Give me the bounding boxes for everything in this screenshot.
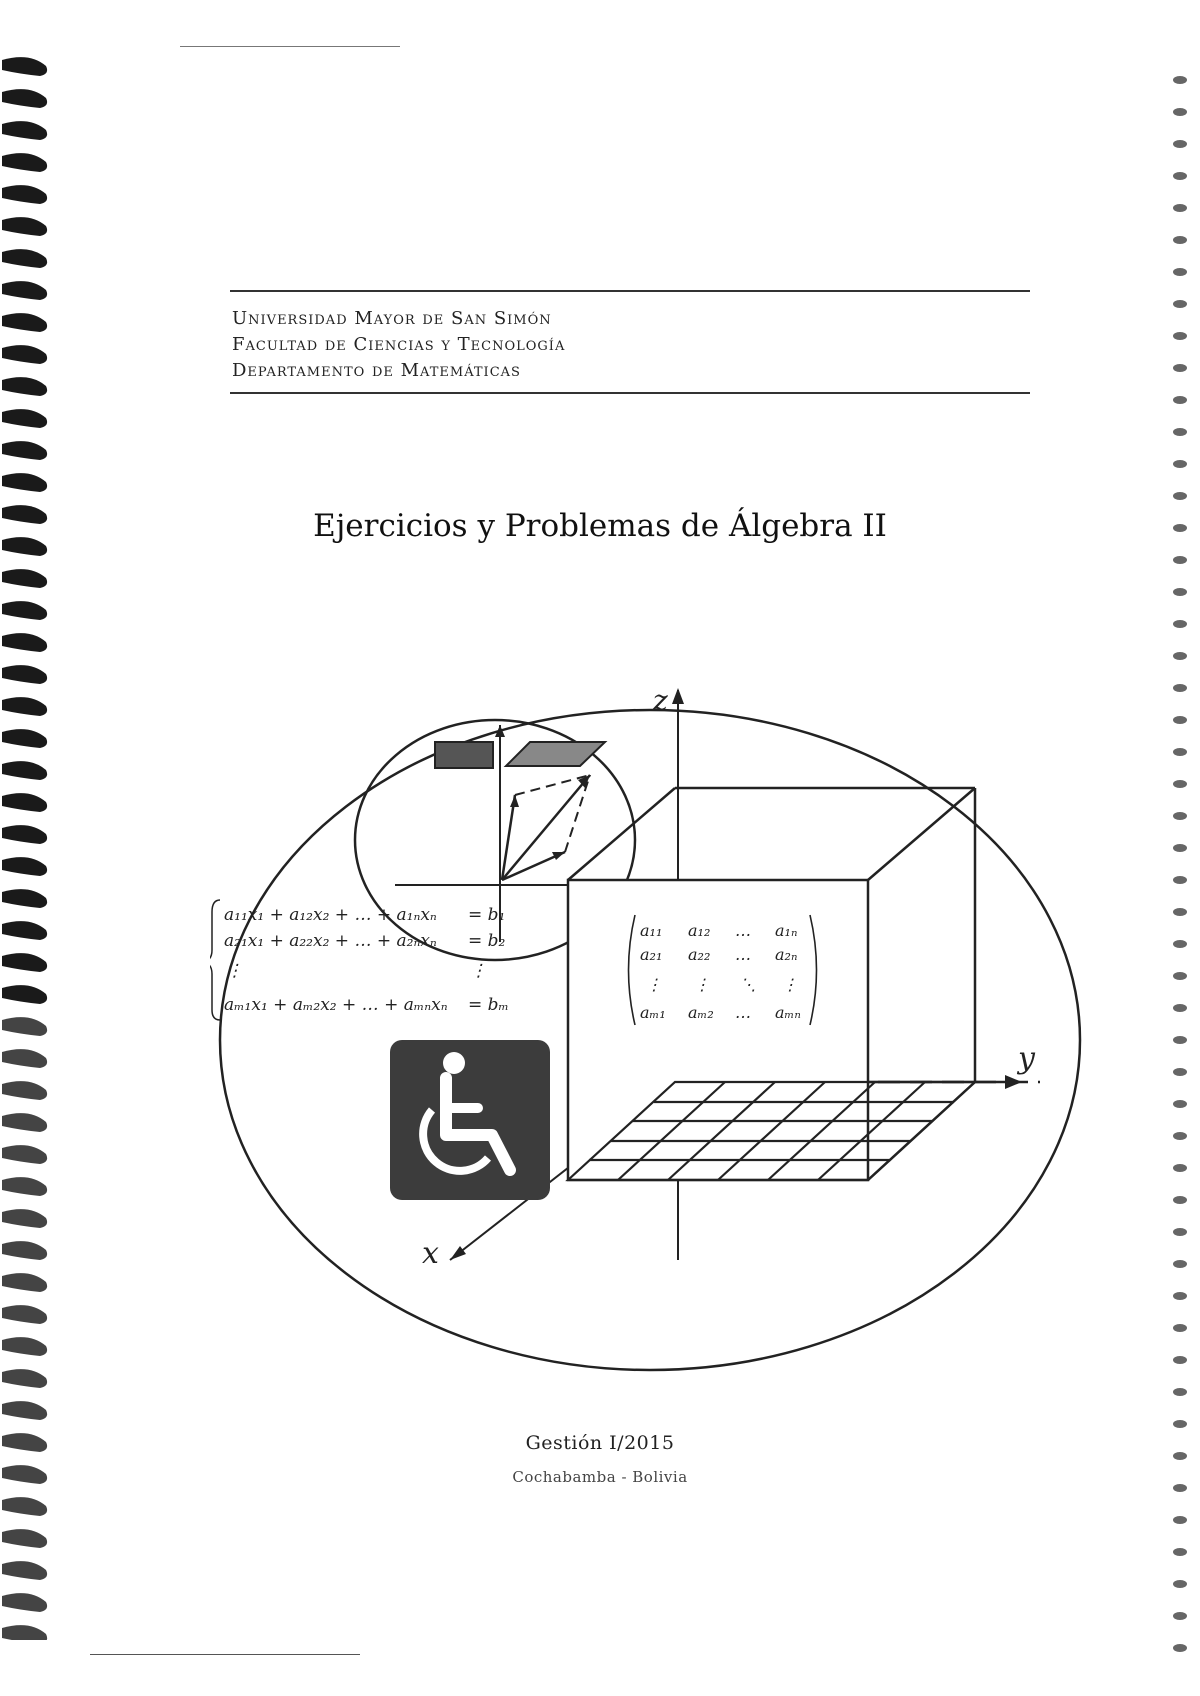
spiral-hole [1173, 652, 1187, 660]
spiral-hole [1173, 748, 1187, 756]
matrix-r1-c2: a₁₂ [688, 921, 711, 940]
matrix-r1-c1: a₁₁ [640, 921, 663, 940]
spiral-coil [2, 1145, 47, 1164]
spiral-hole [1173, 1356, 1187, 1364]
spiral-hole [1173, 1420, 1187, 1428]
bottom-edge [90, 1654, 360, 1655]
spiral-coil [2, 793, 47, 812]
system-row-4-rhs: = bₘ [468, 995, 509, 1015]
spiral-coil [2, 1113, 47, 1132]
system-row-2-rhs: = b₂ [468, 931, 506, 951]
spiral-coil [2, 1177, 47, 1196]
spiral-coil [2, 1241, 47, 1260]
spiral-coil [2, 1561, 47, 1580]
spiral-hole [1173, 1516, 1187, 1524]
spiral-hole [1173, 588, 1187, 596]
axis-x-label: x [422, 1236, 439, 1271]
spiral-hole [1173, 332, 1187, 340]
spiral-hole [1173, 364, 1187, 372]
axis-z-label: z [653, 684, 668, 717]
spiral-hole [1173, 492, 1187, 500]
spiral-coil [2, 185, 47, 204]
spiral-coil [2, 1273, 47, 1292]
spiral-hole [1173, 1260, 1187, 1268]
spiral-coil [2, 121, 47, 140]
spiral-binding-right [1160, 60, 1200, 1660]
system-row-2-lhs: a₂₁x₁ + a₂₂x₂ + … + a₂ₙxₙ [224, 931, 437, 951]
spiral-hole [1173, 1548, 1187, 1556]
spiral-hole [1173, 268, 1187, 276]
spiral-hole [1173, 716, 1187, 724]
spiral-hole [1173, 236, 1187, 244]
system-row-3-lhs: ⋮ [226, 961, 243, 981]
spiral-hole [1173, 428, 1187, 436]
spiral-hole [1173, 1228, 1187, 1236]
spiral-coil [2, 473, 47, 492]
spiral-hole [1173, 844, 1187, 852]
spiral-hole [1173, 1324, 1187, 1332]
top-edge [180, 46, 400, 47]
system-row-3-rhs: ⋮ [470, 961, 487, 981]
institution-header [232, 306, 1032, 384]
shaded-parallelogram [506, 742, 605, 766]
spiral-hole [1173, 620, 1187, 628]
linear-system [210, 900, 509, 1020]
spiral-hole [1173, 1612, 1187, 1620]
matrix-r2-c4: a₂ₙ [775, 945, 798, 964]
document-title: Ejercicios y Problemas de Álgebra II [313, 508, 887, 544]
shaded-rectangle [435, 742, 493, 768]
spiral-coil [2, 825, 47, 844]
matrix-r3-c3: ⋱ [740, 975, 756, 994]
spiral-coil [2, 697, 47, 716]
matrix-r3-c1: ⋮ [646, 975, 662, 994]
spiral-hole [1173, 172, 1187, 180]
spiral-hole [1173, 1004, 1187, 1012]
spiral-coil [2, 1625, 47, 1640]
spiral-coil [2, 889, 47, 908]
spiral-hole [1173, 1164, 1187, 1172]
spiral-hole [1173, 300, 1187, 308]
spiral-hole [1173, 140, 1187, 148]
spiral-coil [2, 601, 47, 620]
spiral-coil [2, 921, 47, 940]
spiral-hole [1173, 396, 1187, 404]
header-top-rule [230, 290, 1030, 292]
spiral-hole [1173, 1644, 1187, 1652]
spiral-coil [2, 1529, 47, 1548]
department-name: Departamento de Matemáticas [232, 360, 521, 381]
spiral-coil [2, 57, 47, 76]
spiral-coil [2, 1401, 47, 1420]
spiral-coil [2, 441, 47, 460]
header-bottom-rule [230, 392, 1030, 394]
spiral-coil [2, 569, 47, 588]
spiral-coil [2, 153, 47, 172]
matrix-r1-c4: a₁ₙ [775, 921, 798, 940]
spiral-hole [1173, 108, 1187, 116]
spiral-coil [2, 1017, 47, 1036]
spiral-hole [1173, 908, 1187, 916]
spiral-hole [1173, 940, 1187, 948]
spiral-coil [2, 1593, 47, 1612]
spiral-coil [2, 1209, 47, 1228]
spiral-hole [1173, 1196, 1187, 1204]
matrix-r2-c2: a₂₂ [688, 945, 711, 964]
spiral-hole [1173, 1132, 1187, 1140]
spiral-coil [2, 281, 47, 300]
spiral-hole [1173, 1292, 1187, 1300]
gestion-label: Gestión I/2015 [525, 1432, 675, 1454]
spiral-coil [2, 217, 47, 236]
faculty-name: Facultad de Ciencias y Tecnología [232, 334, 566, 355]
spiral-coil [2, 1369, 47, 1388]
spiral-hole [1173, 1036, 1187, 1044]
university-name: Universidad Mayor de San Simón [232, 308, 552, 329]
spiral-hole [1173, 780, 1187, 788]
spiral-coil [2, 409, 47, 428]
spiral-hole [1173, 1100, 1187, 1108]
spiral-coil [2, 249, 47, 268]
spiral-coil [2, 985, 47, 1004]
spiral-coil [2, 89, 47, 108]
spiral-binding-left [0, 40, 80, 1640]
system-row-4-lhs: aₘ₁x₁ + aₘ₂x₂ + … + aₘₙxₙ [224, 995, 448, 1015]
wheelchair-icon [390, 1040, 550, 1200]
matrix-r1-c3: … [735, 921, 751, 940]
spiral-hole [1173, 76, 1187, 84]
spiral-coil [2, 1305, 47, 1324]
spiral-hole [1173, 876, 1187, 884]
matrix-r3-c4: ⋮ [782, 975, 798, 994]
spiral-coil [2, 953, 47, 972]
matrix-r3-c2: ⋮ [694, 975, 710, 994]
spiral-hole [1173, 1068, 1187, 1076]
spiral-coil [2, 665, 47, 684]
matrix-r2-c3: … [735, 945, 751, 964]
cover-illustration [210, 680, 1090, 1380]
spiral-coil [2, 633, 47, 652]
spiral-coil [2, 345, 47, 364]
spiral-coil [2, 729, 47, 748]
spiral-hole [1173, 812, 1187, 820]
spiral-coil [2, 313, 47, 332]
spiral-coil [2, 1081, 47, 1100]
spiral-coil [2, 377, 47, 396]
system-row-1-lhs: a₁₁x₁ + a₁₂x₂ + … + a₁ₙxₙ [224, 905, 437, 925]
axis-y-label: y [1018, 1041, 1035, 1076]
spiral-hole [1173, 972, 1187, 980]
spiral-hole [1173, 460, 1187, 468]
system-row-1-rhs: = b₁ [468, 905, 506, 925]
spiral-hole [1173, 684, 1187, 692]
spiral-coil [2, 1337, 47, 1356]
matrix-r2-c1: a₂₁ [640, 945, 663, 964]
location-label: Cochabamba - Bolivia [512, 1468, 688, 1486]
spiral-hole [1173, 204, 1187, 212]
matrix-r4-c2: aₘ₂ [688, 1003, 714, 1022]
spiral-coil [2, 1497, 47, 1516]
spiral-hole [1173, 556, 1187, 564]
matrix-r4-c1: aₘ₁ [640, 1003, 666, 1022]
spiral-coil [2, 857, 47, 876]
spiral-hole [1173, 1388, 1187, 1396]
matrix-r4-c4: aₘₙ [775, 1003, 801, 1022]
spiral-hole [1173, 1580, 1187, 1588]
spiral-coil [2, 1049, 47, 1068]
matrix-r4-c3: … [735, 1003, 751, 1022]
spiral-coil [2, 761, 47, 780]
